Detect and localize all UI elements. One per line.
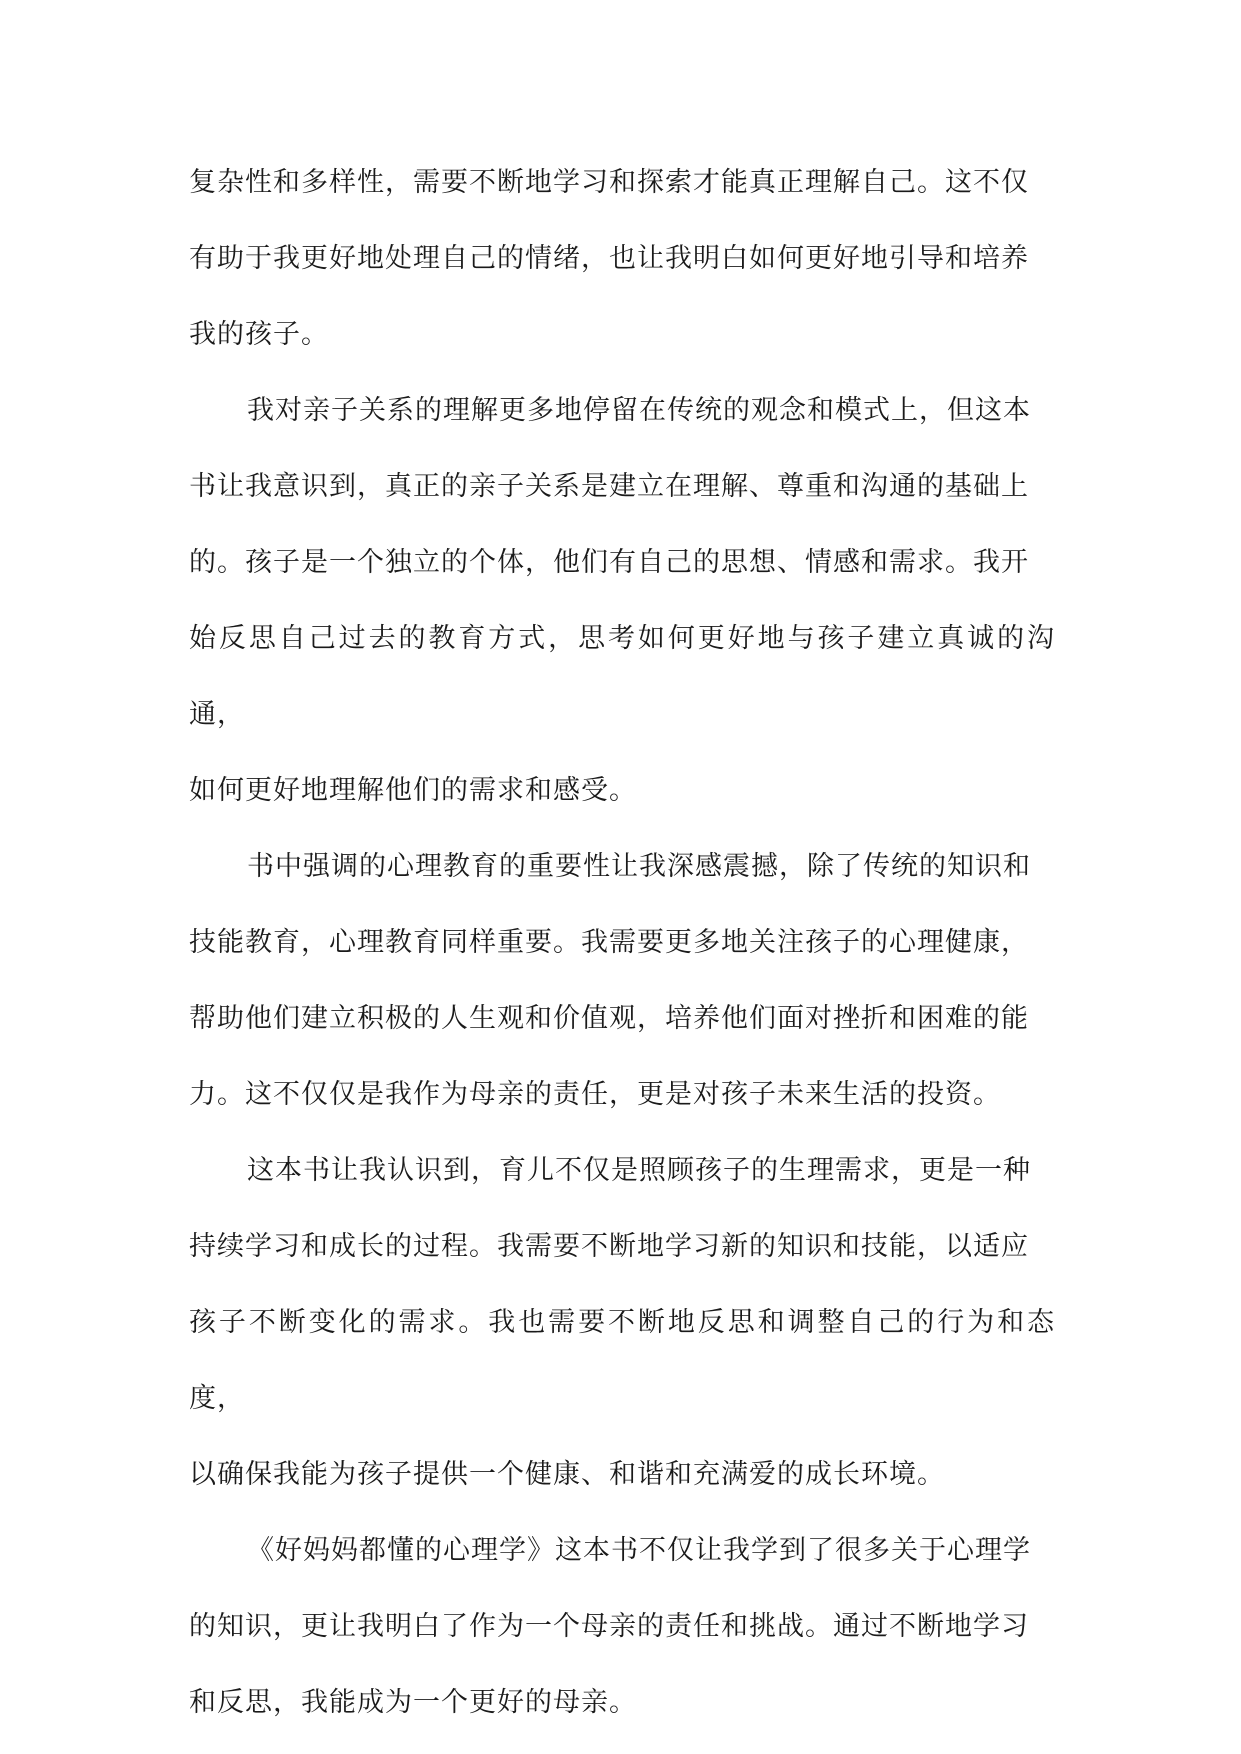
paragraph-line: 复杂性和多样性，需要不断地学习和探索才能真正理解自己。这不仅	[189, 167, 1029, 198]
paragraph-1	[189, 145, 1055, 373]
paragraph-line: 持续学习和成长的过程。我需要不断地学习新的知识和技能，以适应	[189, 1231, 1029, 1262]
paragraph-5	[189, 1513, 1055, 1741]
paragraph-line: 有助于我更好地处理自己的情绪，也让我明白如何更好地引导和培养	[189, 243, 1029, 274]
paragraph-4	[189, 1133, 1055, 1513]
paragraph-line: 我对亲子关系的理解更多地停留在传统的观念和模式上，但这本	[247, 395, 1031, 426]
paragraph-line: 以确保我能为孩子提供一个健康、和谐和充满爱的成长环境。	[189, 1459, 945, 1490]
paragraph-line: 书让我意识到，真正的亲子关系是建立在理解、尊重和沟通的基础上	[189, 471, 1029, 502]
document-body	[189, 145, 1055, 1741]
paragraph-line: 的。孩子是一个独立的个体，他们有自己的思想、情感和需求。我开	[189, 547, 1029, 578]
paragraph-line: 始反思自己过去的教育方式，思考如何更好地与孩子建立真诚的沟通，	[189, 623, 1055, 730]
paragraph-line: 书中强调的心理教育的重要性让我深感震撼，除了传统的知识和	[247, 851, 1031, 882]
paragraph-line: 《好妈妈都懂的心理学》这本书不仅让我学到了很多关于心理学	[247, 1535, 1031, 1566]
paragraph-line: 孩子不断变化的需求。我也需要不断地反思和调整自己的行为和态度，	[189, 1307, 1055, 1414]
paragraph-line: 这本书让我认识到，育儿不仅是照顾孩子的生理需求，更是一种	[247, 1155, 1031, 1186]
paragraph-line: 和反思，我能成为一个更好的母亲。	[189, 1687, 637, 1718]
paragraph-3	[189, 829, 1055, 1133]
paragraph-line: 技能教育，心理教育同样重要。我需要更多地关注孩子的心理健康，	[189, 927, 1029, 958]
paragraph-line: 的知识，更让我明白了作为一个母亲的责任和挑战。通过不断地学习	[189, 1611, 1029, 1642]
paragraph-line: 帮助他们建立积极的人生观和价值观，培养他们面对挫折和困难的能	[189, 1003, 1029, 1034]
paragraph-2	[189, 373, 1055, 829]
paragraph-line: 力。这不仅仅是我作为母亲的责任，更是对孩子未来生活的投资。	[189, 1079, 1001, 1110]
paragraph-line: 我的孩子。	[189, 319, 329, 350]
paragraph-line: 如何更好地理解他们的需求和感受。	[189, 775, 637, 806]
